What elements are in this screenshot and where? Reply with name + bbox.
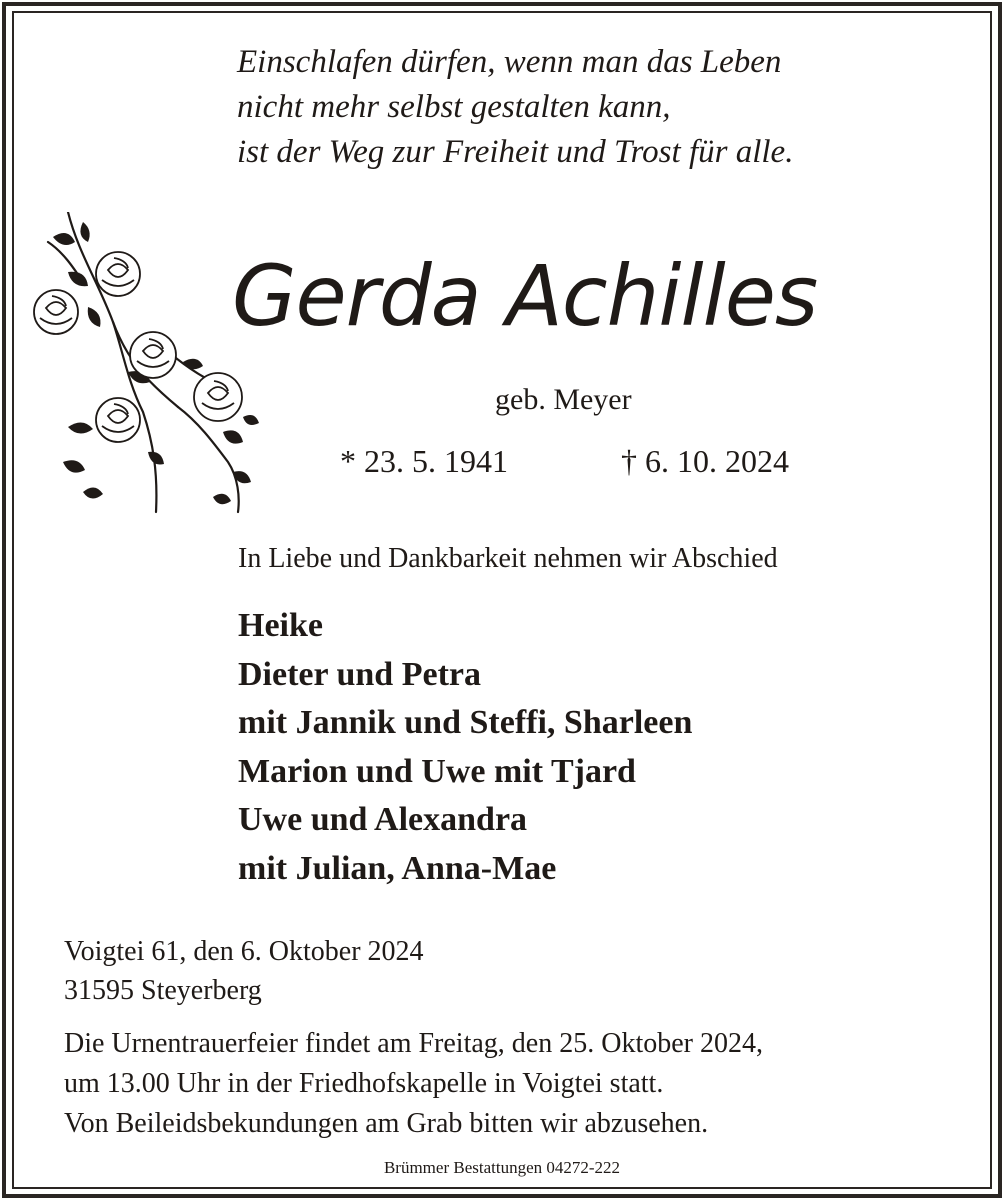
maiden-name: geb. Meyer: [495, 383, 632, 416]
quote-line: ist der Weg zur Freiheit und Trost für alle.: [237, 134, 794, 170]
service-line: um 13.00 Uhr in der Friedhofskapelle in Voigtei statt.: [64, 1068, 664, 1099]
mourner-line: Dieter und Petra: [238, 655, 481, 693]
address-line: Voigtei 61, den 6. Oktober 2024: [64, 936, 424, 967]
inner-border: [12, 11, 992, 1189]
memorial-quote: [237, 40, 793, 175]
birth-date: * 23. 5. 1941: [340, 443, 508, 479]
quote-line: nicht mehr selbst gestalten kann,: [237, 89, 671, 125]
service-info: [64, 1024, 763, 1144]
funeral-home-footer: Brümmer Bestattungen 04272-222: [383, 1158, 621, 1177]
mourner-line: Heike: [238, 607, 323, 644]
mourner-line: mit Jannik und Steffi, Sharleen: [238, 704, 693, 741]
mourner-line: Marion und Uwe mit Tjard: [238, 752, 636, 790]
deceased-name: Gerda Achilles: [232, 247, 818, 345]
mourner-line: Uwe und Alexandra: [238, 801, 528, 838]
address-line: 31595 Steyerberg: [64, 975, 262, 1006]
quote-line: Einschlafen dürfen, wenn man das Leben: [237, 44, 782, 80]
mourners-list: [238, 602, 692, 893]
mourner-line: mit Julian, Anna-Mae: [238, 849, 557, 887]
service-line: Die Urnentrauerfeier findet am Freitag, den 25. Oktober 2024,: [64, 1028, 763, 1059]
address-block: [64, 932, 424, 1010]
death-date: † 6. 10. 2024: [621, 443, 789, 479]
farewell-line: In Liebe und Dankbarkeit nehmen wir Abschied: [238, 543, 778, 574]
service-line: Von Beileidsbekundungen am Grab bitten wir abzusehen.: [64, 1108, 709, 1139]
